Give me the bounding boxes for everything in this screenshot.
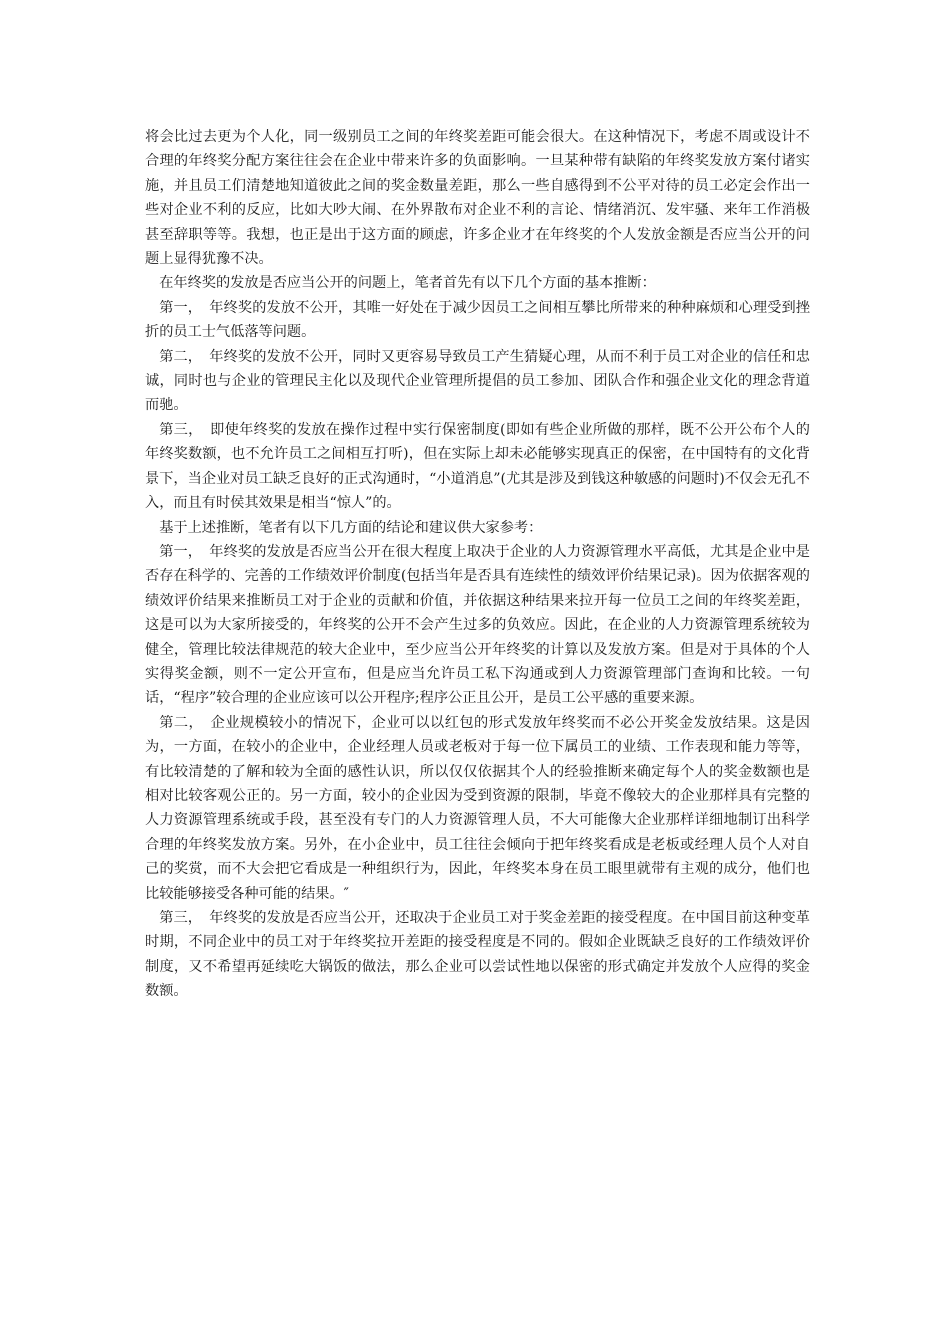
paragraph-conclusion-1: 第一， 年终奖的发放是否应当公开在很大程度上取决于企业的人力资源管理水平高低，尤其是企业中是否存在科学的、完善的工作绩效评价制度(包括当年是否具有连续性的绩效评价结果记录)。因为依据客观的绩效评价结果来推断员工对于企业的贡献和价值，并依据这种结果来拉开每一位员工之间的年终奖差距，这是可以为大家所接受的，年终奖的公开不会产生过多的负效应。因此，在企业的人力资源管理系统较为健全，管理比较法律规范的较大企业中，至少应当公开年终奖的计算以及发放方案。但是对于具体的个人实得奖金额，则不一定公开宣布，但是应当允许员工私下沟通或到人力资源管理部门查询和比较。一句话，“程序”较合理的企业应该可以公开程序;程序公正且公开，是员工公平感的重要来源。 <box>145 543 810 707</box>
paragraph-conclusion-2: 第二， 企业规模较小的情况下，企业可以以红包的形式发放年终奖而不必公开奖金发放结果。这是因为，一方面，在较小的企业中，企业经理人员或老板对于每一位下属员工的业绩、工作表现和能力等等，有比较清楚的了解和较为全面的感性认识，所以仅仅依据其个人的经验推断来确定每个人的奖金数额也是相对比较客观公正的。另一方面，较小的企业因为受到资源的限制，毕竟不像较大的企业那样具有完整的人力资源管理系统或手段，甚至没有专门的人力资源管理人员，不大可能像大企业那样详细地制订出科学合理的年终奖发放方案。另外，在小企业中，员工往往会倾向于把年终奖看成是老板或经理人员个人对自己的奖赏，而不大会把它看成是一种组织行为，因此，年终奖本身在员工眼里就带有主观的成分，他们也比较能够接受各种可能的结果。″ <box>145 714 810 902</box>
paragraph-conclusion-intro: 基于上述推断，笔者有以下几方面的结论和建议供大家参考： <box>159 519 543 536</box>
paragraph-conclusion-3: 第三， 年终奖的发放是否应当公开，还取决于企业员工对于奖金差距的接受程度。在中国目前这种变革时期，不同企业中的员工对于年终奖拉开差距的接受程度是不同的。假如企业既缺乏良好的工作绩效评价制度，又不希望再延续吃大锅饭的做法，那么企业可以尝试性地以保密的形式确定并发放个人应得的奖金数额。 <box>145 910 810 1000</box>
document-body <box>145 125 810 1004</box>
paragraph-inference-intro: 在年终奖的发放是否应当公开的问题上，笔者首先有以下几个方面的基本推断： <box>159 275 656 292</box>
paragraph-inference-1: 第一， 年终奖的发放不公开，其唯一好处在于减少因员工之间相互攀比所带来的种种麻烦和心理受到挫折的员工士气低落等问题。 <box>145 299 810 341</box>
paragraph-continuation: 将会比过去更为个人化，同一级别员工之间的年终奖差距可能会很大。在这种情况下，考虑不周或设计不合理的年终奖分配方案往往会在企业中带来许多的负面影响。一旦某种带有缺陷的年终奖发放方案付诸实施，并且员工们清楚地知道彼此之间的奖金数量差距，那么一些自感得到不公平对待的员工必定会作出一些对企业不利的反应，比如大吵大闹、在外界散布对企业不利的言论、情绪消沉、发牢骚、来年工作消极甚至辞职等等。我想，也正是出于这方面的顾虑，许多企业才在年终奖的个人发放金额是否应当公开的问题上显得犹豫不决。 <box>145 129 810 268</box>
paragraph-inference-2: 第二， 年终奖的发放不公开，同时又更容易导致员工产生猜疑心理，从而不利于员工对企业的信任和忠诚，同时也与企业的管理民主化以及现代企业管理所提倡的员工参加、团队合作和强企业文化的理念背道而驰。 <box>145 348 810 414</box>
paragraph-inference-3: 第三， 即使年终奖的发放在操作过程中实行保密制度(即如有些企业所做的那样，既不公开公布个人的年终奖数额，也不允许员工之间相互打听)，但在实际上却未必能够实现真正的保密，在中国特有的文化背景下，当企业对员工缺乏良好的正式沟通时，“小道消息”(尤其是涉及到钱这种敏感的问题时)不仅会无孔不入，而且有时侯其效果是相当“惊人”的。 <box>145 421 810 512</box>
